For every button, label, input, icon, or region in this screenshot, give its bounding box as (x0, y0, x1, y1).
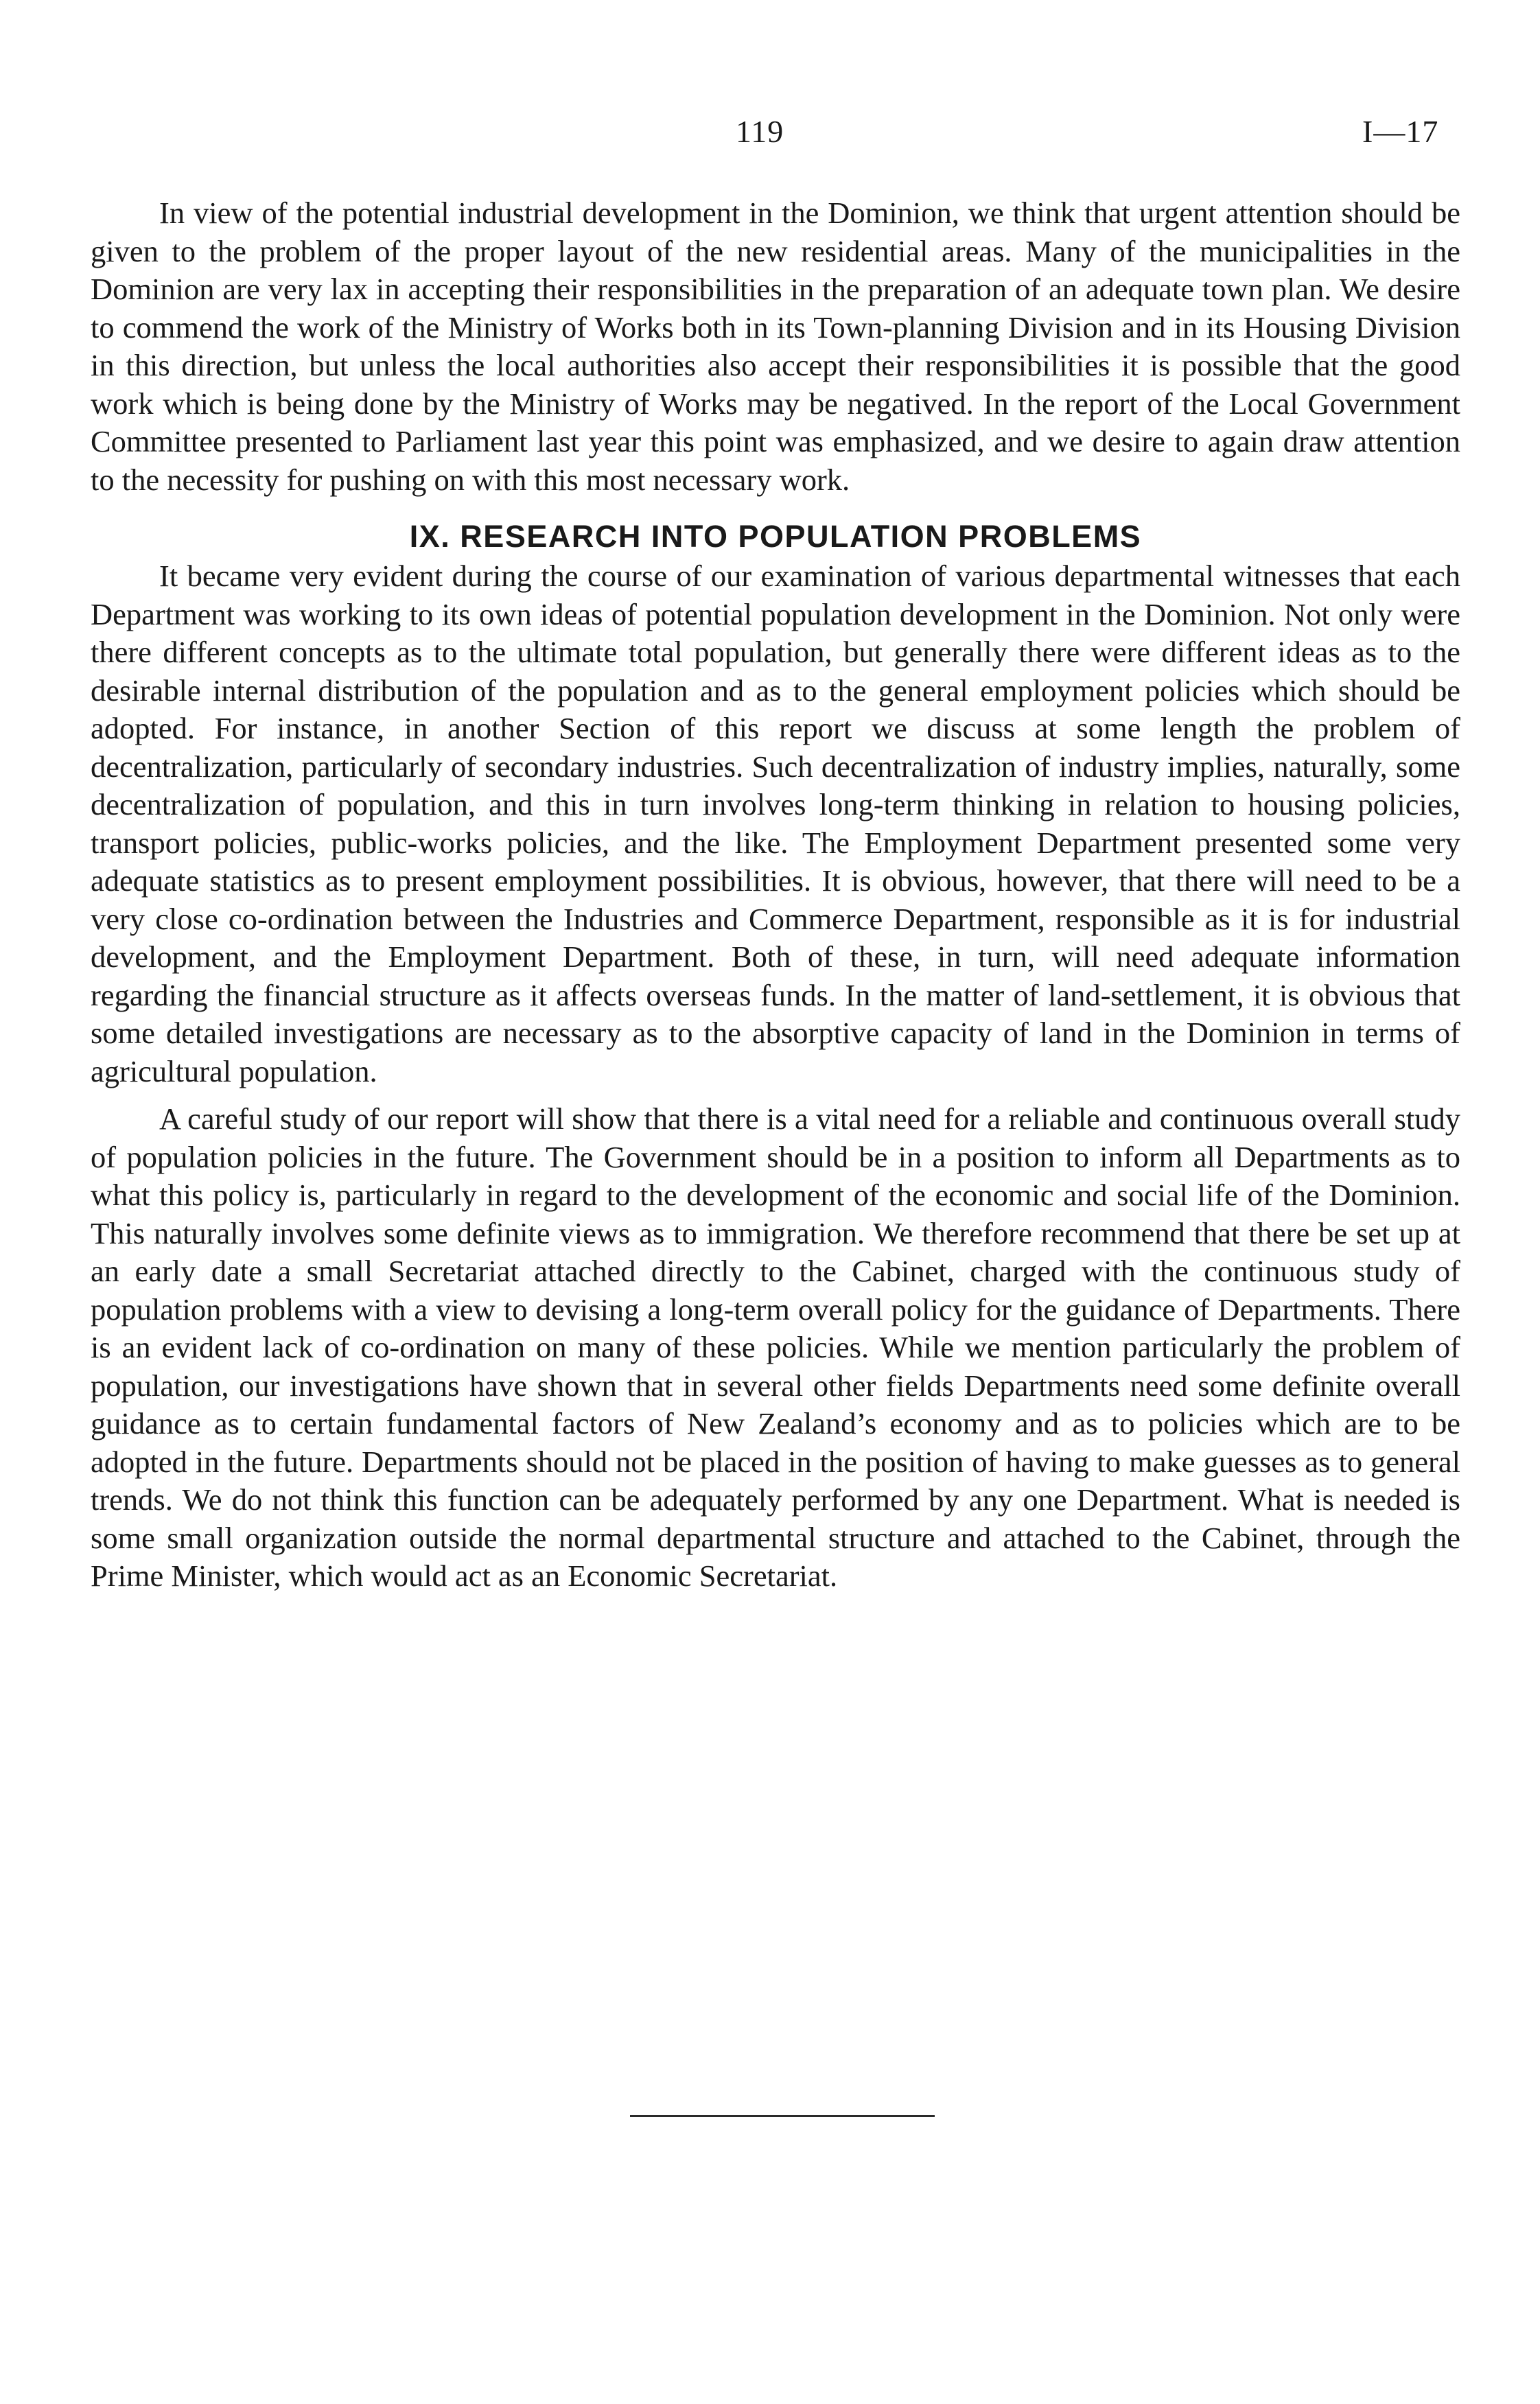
page-number: 119 (736, 114, 784, 149)
end-rule-divider (630, 2115, 935, 2117)
page-header (0, 113, 1540, 154)
report-body (91, 194, 1460, 1596)
section-heading: IX. RESEARCH INTO POPULATION PROBLEMS (409, 519, 1142, 554)
paragraph-town-planning: In view of the potential industrial development in the Dominion, we think that urgent attention should be given to the problem of the proper layout of the new residential areas. Many of the municipalities in the Dominion are very lax in accepting their responsibilities in the preparation of an adequate town plan. We desire to commend the work of the Ministry of Works both in its Town-planning Division and in its Housing Division in this direction, but unless the local authorities also accept their responsibilities it is possible that the good work which is being done by the Ministry of Works may be negatived. In the report of the Local Government Committee presented to Parliament last year this point was emphasized, and we desire to again draw attention to the necessity for pushing on with this most necessary work. (91, 196, 1460, 497)
document-reference: I—17 (1362, 114, 1439, 149)
paragraph-recommendation: A careful study of our report will show that there is a vital need for a reliable and continuous overall study of population policies in the future. The Government should be in a position to inform all Departments as to what this policy is, particularly in regard to the development of the economic and social life of the Dominion. This naturally involves some definite views as to immigration. We therefore recommend that there be set up at an early date a small Secretariat attached directly to the Cabinet, charged with the continuous study of population problems with a view to devising a long-term overall policy for the guidance of Departments. There is an evident lack of co-ordination on many of these policies. While we mention particularly the problem of population, our investigations have shown that in several other fields Departments need some definite overall guidance as to certain fundamental factors of New Zealand’s economy and as to policies which are to be adopted in the future. Departments should not be placed in the position of having to make guesses as to general trends. We do not think this function can be adequately performed by any one Department. What is needed is some small organization outside the normal departmental structure and attached to the Cabinet, through the Prime Minister, which would act as an Economic Secretariat. (91, 1101, 1460, 1593)
paragraph-departmental-witnesses: It became very evident during the course of our examination of various departmental witnesses that each Department was working to its own ideas of potential population development in the Dominion. Not only were there different concepts as to the ultimate total population, but generally there were different ideas as to the desirable internal distribution of the population and as to the general employment policies which should be adopted. For instance, in another Section of this report we discuss at some length the problem of decentralization, particularly of secondary industries. Such decentralization of industry implies, naturally, some decentralization of population, and this in turn involves long-term thinking in relation to housing policies, transport policies, public-works policies, and the like. The Employment Department presented some very adequate statistics as to present employment possibilities. It is obvious, however, that there will need to be a very close co-ordination between the Industries and Commerce Department, responsible as it is for industrial development, and the Employment Department. Both of these, in turn, will need adequate information regarding the financial structure as it affects overseas funds. In the matter of land-settlement, it is obvious that some detailed investigations are necessary as to the absorptive capacity of land in the Dominion in terms of agricultural population. (91, 559, 1460, 1088)
